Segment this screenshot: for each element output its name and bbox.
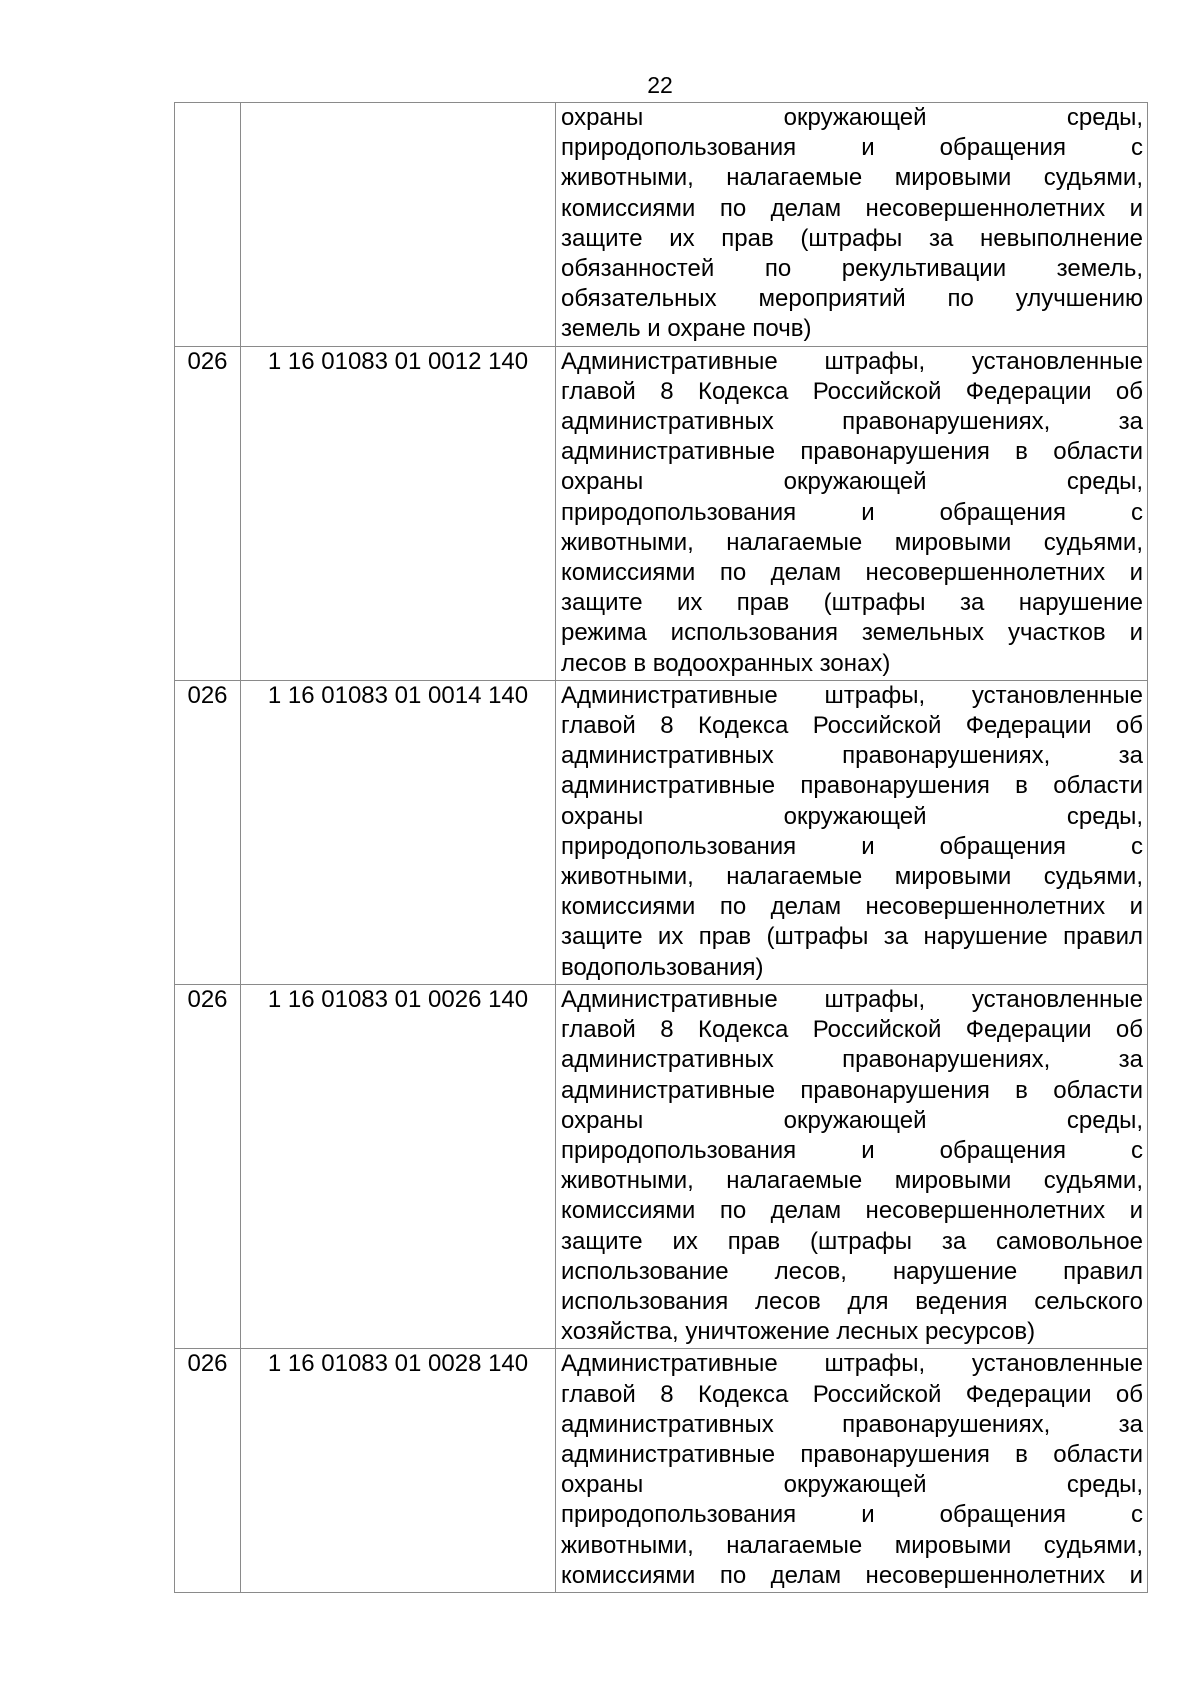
description-line: главой 8 Кодекса Российской Федерации об (561, 1016, 1143, 1044)
description-line: использования лесов для ведения сельского (561, 1287, 1143, 1315)
description-line: административные правонарушения в области (561, 438, 1143, 466)
kbk-code-cell (241, 103, 556, 347)
kbk-code-cell: 1 16 01083 01 0028 140 (241, 1349, 556, 1593)
description-cell (556, 346, 1148, 680)
description-line: природопользования и обращения с (561, 1501, 1143, 1529)
description-line: животными, налагаемые мировыми судьями, (561, 1531, 1143, 1559)
description-line: Административные штрафы, установленные (561, 681, 1143, 709)
description-line: комиссиями по делам несовершеннолетних и (561, 893, 1143, 921)
description-line: главой 8 Кодекса Российской Федерации об (561, 1380, 1143, 1408)
page-number: 22 (647, 72, 673, 98)
table-row (175, 984, 1148, 1348)
description-line: природопользования и обращения с (561, 134, 1143, 162)
table-row (175, 680, 1148, 984)
description-line: Административные штрафы, установленные (561, 347, 1143, 375)
description-line: животными, налагаемые мировыми судьями, (561, 863, 1143, 891)
description-line: административных правонарушениях, за (561, 408, 1143, 436)
admin-code-cell: 026 (175, 1349, 241, 1593)
description-line: комиссиями по делам несовершеннолетних и (561, 194, 1143, 222)
description-line: защите их прав (штрафы за нарушение (561, 589, 1143, 617)
table-row (175, 1349, 1148, 1593)
description-line: Административные штрафы, установленные (561, 1350, 1143, 1378)
description-line: использование лесов, нарушение правил (561, 1257, 1143, 1285)
kbk-code-cell: 1 16 01083 01 0026 140 (241, 984, 556, 1348)
description-line: животными, налагаемые мировыми судьями, (561, 1167, 1143, 1195)
description-cell (556, 680, 1148, 984)
description-line: охраны окружающей среды, (561, 104, 1143, 131)
description-line: комиссиями по делам несовершеннолетних и (561, 1197, 1143, 1225)
description-line: административные правонарушения в области (561, 1440, 1143, 1468)
admin-code-cell: 026 (175, 984, 241, 1348)
admin-code-cell: 026 (175, 346, 241, 680)
description-line: административных правонарушениях, за (561, 1046, 1143, 1074)
description-line: лесов в водоохранных зонах) (561, 649, 891, 677)
description-line: режима использования земельных участков и (561, 619, 1143, 647)
description-line: административных правонарушениях, за (561, 1410, 1143, 1438)
description-line: административных правонарушениях, за (561, 742, 1143, 770)
description-line: защите их прав (штрафы за самовольное (561, 1227, 1143, 1255)
description-line: охраны окружающей среды, (561, 1471, 1143, 1499)
description-line: комиссиями по делам несовершеннолетних и (561, 559, 1143, 587)
description-line: обязанностей по рекультивации земель, (561, 255, 1143, 283)
description-line: природопользования и обращения с (561, 1136, 1143, 1164)
table-row (175, 346, 1148, 680)
description-line: главой 8 Кодекса Российской Федерации об (561, 712, 1143, 740)
description-line: административные правонарушения в области (561, 772, 1143, 800)
description-line: природопользования и обращения с (561, 498, 1143, 526)
revenue-codes-table (174, 102, 1148, 1593)
table-body (175, 103, 1148, 1593)
kbk-code-cell: 1 16 01083 01 0014 140 (241, 680, 556, 984)
description-line: защите их прав (штрафы за невыполнение (561, 224, 1143, 252)
description-line: животными, налагаемые мировыми судьями, (561, 164, 1143, 192)
description-line: хозяйства, уничтожение лесных ресурсов) (561, 1318, 1036, 1346)
description-line: земель и охране почв) (561, 315, 812, 343)
description-cell (556, 984, 1148, 1348)
description-line: животными, налагаемые мировыми судьями, (561, 528, 1143, 556)
description-line: главой 8 Кодекса Российской Федерации об (561, 377, 1143, 405)
description-line: водопользования) (561, 953, 764, 981)
description-cell (556, 103, 1148, 347)
table-row (175, 103, 1148, 347)
description-line: Административные штрафы, установленные (561, 985, 1143, 1013)
description-line: охраны окружающей среды, (561, 468, 1143, 496)
description-line: административные правонарушения в области (561, 1076, 1143, 1104)
description-line: защите их прав (штрафы за нарушение правил (561, 923, 1143, 951)
description-line: комиссиями по делам несовершеннолетних и (561, 1561, 1143, 1589)
description-line: охраны окружающей среды, (561, 1106, 1143, 1134)
description-line: обязательных мероприятий по улучшению (561, 285, 1143, 313)
description-line: природопользования и обращения с (561, 832, 1143, 860)
admin-code-cell (175, 103, 241, 347)
kbk-code-cell: 1 16 01083 01 0012 140 (241, 346, 556, 680)
description-line: охраны окружающей среды, (561, 802, 1143, 830)
admin-code-cell: 026 (175, 680, 241, 984)
description-cell (556, 1349, 1148, 1593)
